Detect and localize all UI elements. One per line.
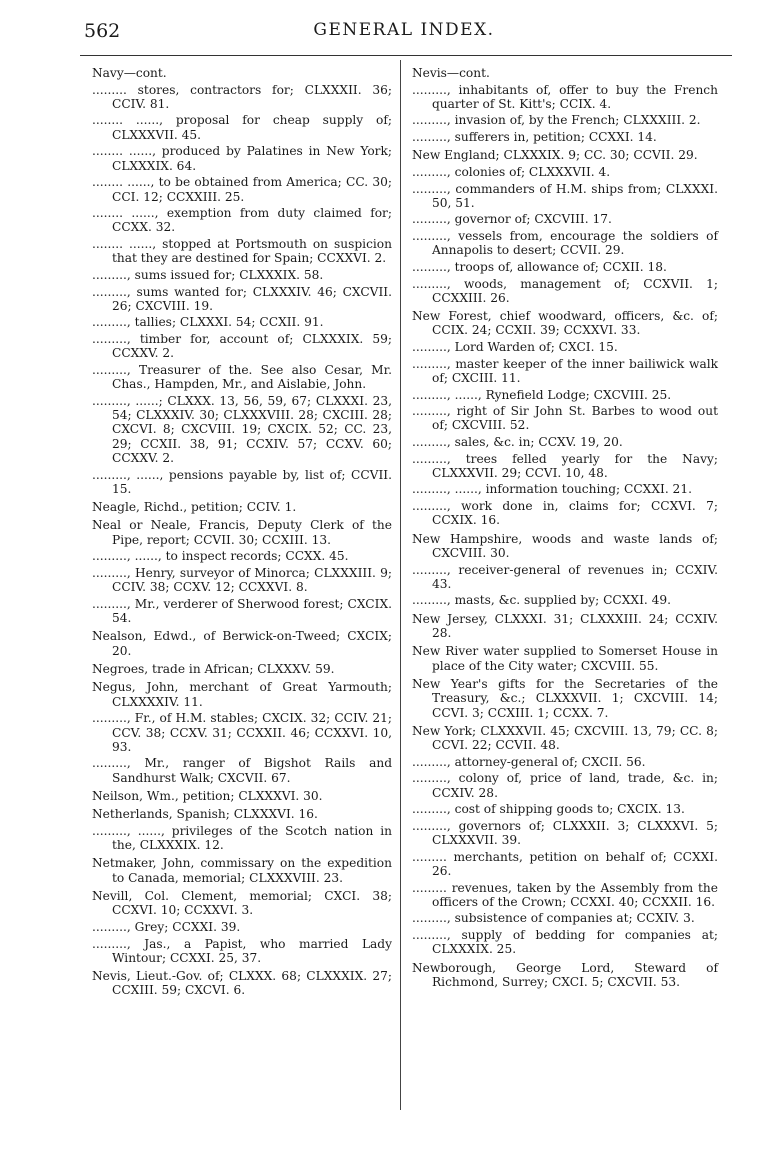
index-entry: ........ ......, exemption from duty claimed for; CCXX. 32. [92, 206, 392, 235]
index-entry: Negroes, trade in African; CLXXXV. 59. [92, 662, 335, 677]
index-entry: ........ ......, proposal for cheap supply of; CLXXXVII. 45. [92, 113, 392, 142]
index-entry: ........., governors of; CLXXXII. 3; CLXXXVI. 5; CLXXXVII. 39. [412, 818, 718, 848]
index-entry: ........., attorney-general of; CXCII. 56. [412, 754, 646, 769]
index-entry: ........., ......, pensions payable by, list of; CCVII. 15. [92, 467, 392, 496]
index-entry: ......... merchants, petition on behalf of; CCXXI. 26. [412, 849, 718, 878]
index-entry: ........., invasion of, by the French; CLXXXIII. 2. [412, 113, 701, 128]
page-title: GENERAL INDEX. [313, 20, 495, 40]
index-entry: ........., sums issued for; CLXXXIX. 58. [92, 267, 324, 282]
index-entry: ........., subsistence of companies at; CCXIV. 3. [412, 911, 695, 926]
index-entry: Newborough, George Lord, Steward of Richmond, Surrey; CXCI. 5; CXCVII. 53. [412, 960, 718, 989]
index-entry: New Hampshire, woods and waste lands of; CXCVIII. 30. [412, 531, 718, 560]
index-entry: ........., receiver-general of revenues in; CCXIV. 43. [412, 562, 718, 591]
left-index-column [92, 66, 392, 1000]
index-entry: ........., right of Sir John St. Barbes to wood out of; CXCVIII. 52. [412, 404, 718, 433]
index-entry: Netmaker, John, commissary on the expedition to Canada, memorial; CLXXXVIII. 23. [92, 856, 392, 885]
index-entry: ........., woods, management of; CCXVII. 1; CCXXIII. 26. [412, 276, 718, 305]
column-divider [400, 60, 401, 1110]
index-entry: ........., Treasurer of the. See also Cesar, Mr. Chas., Hampden, Mr., and Aislabie, John. [92, 362, 392, 392]
index-entry: New England; CLXXXIX. 9; CC. 30; CCVII. 29. [412, 148, 698, 163]
index-entry: ........., sums wanted for; CLXXXIV. 46; CXCVII. 26; CXCVIII. 19. [92, 284, 392, 313]
index-entry: ........., Mr., verderer of Sherwood forest; CXCIX. 54. [92, 596, 392, 626]
index-entry: ........., sufferers in, petition; CCXXI. 14. [412, 130, 657, 145]
index-entry: ........ ......, to be obtained from America; CC. 30; CCI. 12; CCXXIII. 25. [92, 175, 392, 204]
index-entry: ........ ......, stopped at Portsmouth on suspicion that they are destined for Spain; CCXXVI. 2. [92, 237, 392, 266]
index-entry: ........., colony of, price of land, trade, &c. in; CCXIV. 28. [412, 771, 718, 800]
index-entry: ........., troops of, allowance of; CCXII. 18. [412, 259, 667, 274]
index-entry: ........., ......, to inspect records; CCXX. 45. [92, 549, 349, 564]
index-entry: ........., inhabitants of, offer to buy the French quarter of St. Kitt's; CCIX. 4. [412, 82, 718, 111]
index-entry: Negus, John, merchant of Great Yarmouth; CLXXXXIV. 11. [92, 680, 392, 709]
index-entry: ........ ......, produced by Palatines in New York; CLXXXIX. 64. [92, 144, 392, 173]
index-entry: New River water supplied to Somerset House in place of the City water; CXCVIII. 55. [412, 644, 718, 673]
index-entry: Neal or Neale, Francis, Deputy Clerk of the Pipe, report; CCVII. 30; CCXIII. 13. [92, 518, 392, 547]
index-entry: ........., Fr., of H.M. stables; CXCIX. 32; CCIV. 21; CCV. 38; CCXV. 31; CCXXII. 46; CCXXVI. 10, 93. [92, 711, 392, 754]
index-entry: Nevis—cont. [412, 66, 490, 80]
index-entry: New Year's gifts for the Secretaries of the Treasury, &c.; CLXXXVII. 1; CXCVIII. 14; CCVI. 3; CCXIII. 1; CCXX. 7. [412, 676, 718, 720]
index-entry: ........., Mr., ranger of Bigshot Rails and Sandhurst Walk; CXCVII. 67. [92, 756, 392, 785]
index-entry: ........., trees felled yearly for the Navy; CLXXXVII. 29; CCVI. 10, 48. [412, 451, 718, 480]
index-entry: ........., commanders of H.M. ships from; CLXXXI. 50, 51. [412, 181, 718, 210]
index-entry: ........., supply of bedding for companies at; CLXXXIX. 25. [412, 928, 718, 957]
index-entry: New York; CLXXXVII. 45; CXCVIII. 13, 79; CC. 8; CCVI. 22; CCVII. 48. [412, 723, 718, 753]
running-header [84, 18, 724, 48]
index-entry: ........., Henry, surveyor of Minorca; CLXXXIII. 9; CCIV. 38; CCXV. 12; CCXXVI. 8. [92, 565, 392, 595]
page-number: 562 [84, 20, 121, 42]
index-entry: ........., tallies; CLXXXI. 54; CCXII. 91. [92, 315, 324, 330]
index-entry: ........., cost of shipping goods to; CXCIX. 13. [412, 802, 685, 817]
index-entry: ........., sales, &c. in; CCXV. 19, 20. [412, 434, 623, 449]
index-entry: ........., governor of; CXCVIII. 17. [412, 212, 612, 227]
index-entry: ........., ......, Rynefield Lodge; CXCVIII. 25. [412, 387, 672, 402]
index-entry: ........., colonies of; CLXXXVII. 4. [412, 164, 611, 179]
index-entry: Netherlands, Spanish; CLXXXVI. 16. [92, 807, 318, 822]
index-entry: ........., Grey; CCXXI. 39. [92, 919, 241, 934]
index-entry: Navy—cont. [92, 66, 167, 80]
index-entry: Nevill, Col. Clement, memorial; CXCI. 38; CCXVI. 10; CCXXVI. 3. [92, 889, 392, 918]
index-entry: ........., vessels from, encourage the soldiers of Annapolis to desert; CCVII. 29. [412, 229, 718, 258]
index-entry: ........., ......, information touching; CCXXI. 21. [412, 482, 692, 497]
index-entry: Neagle, Richd., petition; CCIV. 1. [92, 500, 297, 515]
index-entry: ........., ......, privileges of the Scotch nation in the, CLXXXIX. 12. [92, 823, 392, 853]
index-entry: Nevis, Lieut.-Gov. of; CLXXX. 68; CLXXXIX. 27; CCXIII. 59; CXCVI. 6. [92, 969, 392, 998]
index-entry: ........., masts, &c. supplied by; CCXXI. 49. [412, 593, 672, 608]
index-entry: ........., Jas., a Papist, who married Lady Wintour; CCXXI. 25, 37. [92, 936, 392, 965]
index-entry: ........., timber for, account of; CLXXXIX. 59; CCXXV. 2. [92, 332, 392, 361]
index-entry: Nealson, Edwd., of Berwick-on-Tweed; CXCIX; 20. [92, 629, 392, 658]
index-entry: Neilson, Wm., petition; CLXXXVI. 30. [92, 789, 323, 803]
index-entry: ......... revenues, taken by the Assembly from the officers of the Crown; CCXXI. 40; CCXXII. 16. [412, 880, 718, 909]
index-entry: ........., work done in, claims for; CCXVI. 7; CCXIX. 16. [412, 499, 718, 528]
index-entry: New Forest, chief woodward, officers, &c. of; CCIX. 24; CCXII. 39; CCXXVI. 33. [412, 309, 718, 338]
index-entry: ........., master keeper of the inner bailiwick walk of; CXCIII. 11. [412, 356, 718, 385]
header-rule [80, 55, 732, 56]
index-entry: ........., Lord Warden of; CXCI. 15. [412, 340, 618, 355]
right-index-column [412, 66, 718, 992]
index-entry: New Jersey, CLXXXI. 31; CLXXXIII. 24; CCXIV. 28. [412, 611, 718, 641]
index-entry: ........., ......; CLXXX. 13, 56, 59, 67; CLXXXI. 23, 54; CLXXXIV. 30; CLXXXVIII. 28; CXCIII. 28; CXCVI. 8; CXCVIII. 19; CXCIX. 52; CC. 23, 29; CCXII. 38, 91; CCXIV. 57; CCXV. 60; CCXXV. 2. [92, 393, 392, 465]
index-entry: ......... stores, contractors for; CLXXXII. 36; CCIV. 81. [92, 82, 392, 111]
